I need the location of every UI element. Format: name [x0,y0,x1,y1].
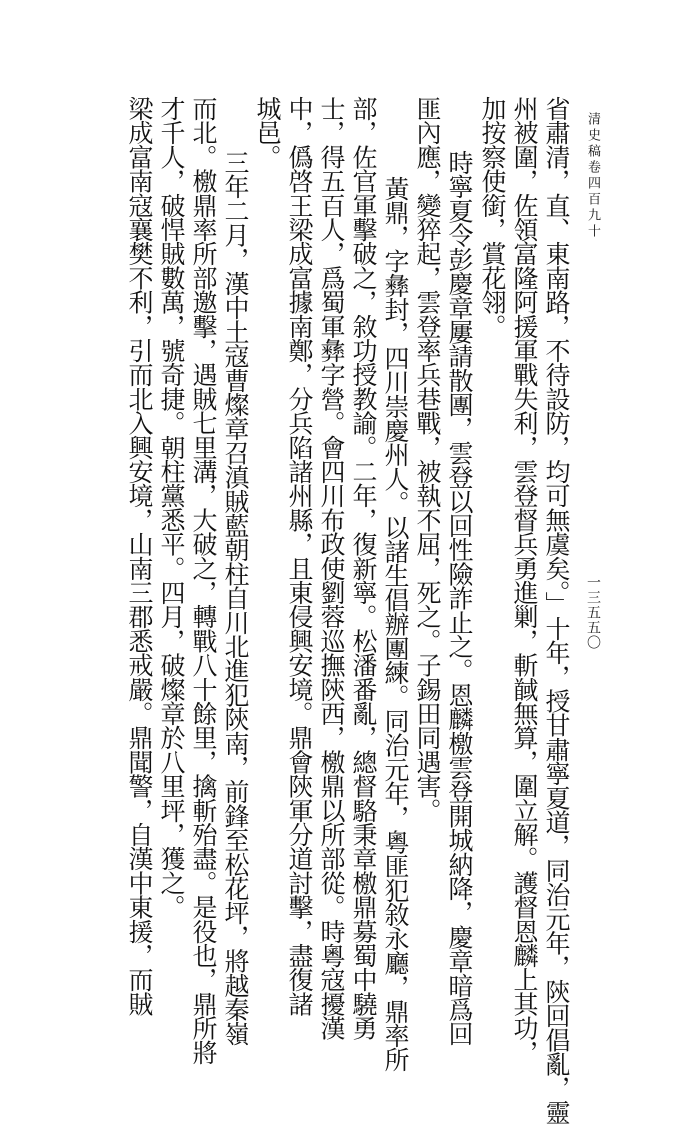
text-line-13: 才千人，破悍賊數萬，號奇捷。朝柱黨悉平。四月，破燦章於八里坪，獲之。 [157,96,186,919]
text-line-5: 匪內應，變猝起，雲登率兵巷戰，被執不屈，死之。子錫田同遇害。 [413,96,442,823]
running-header-title: 清史稿卷四百九十 [585,112,600,240]
text-line-2: 州被圍，佐領富隆阿援軍戰失利，雲登督兵勇進剿，斬馘無算，圍立解。護督恩麟上其功， [510,96,539,1065]
text-line-12: 而北。檄鼎率所部邀擊，遇賊七里溝，大破之，轉戰八十餘里，擒斬殆盡。是役也，鼎所將 [189,96,218,1065]
text-line-3: 加按察使銜，賞花翎。 [478,96,507,339]
text-line-6: 黃鼎，字彝封，四川崇慶州人。以諸生倡辦團練。同治元年，粵匪犯敘永廳，鼎率所 [381,176,410,1072]
text-line-14: 梁成富南寇襄樊不利，引而北入興安境，山南三郡悉戒嚴。鼎聞警，自漢中東援，而賊 [125,96,154,1016]
text-line-7: 部，佐官軍擊破之，敘功授教諭。二年，復新寧。松潘番亂，總督駱秉章檄鼎募蜀中驍勇 [349,96,378,1040]
text-line-4: 時寧夏令彭慶章屢請散團，雲登以回性險詐止之。恩麟檄雲登開城納降，慶章暗爲回 [445,150,474,1046]
page-number: 一三五五〇 [585,575,601,650]
text-line-1: 省肅清，直、東南路，不待設防，均可無虞矣。」十年，授甘肅寧夏道，同治元年，陝回倡亂，靈 [542,96,571,1124]
text-line-9: 中，僞啓王梁成富據南鄭，分兵陷諸州縣，且東侵興安境。鼎會陝軍分道討擊，盡復諸 [285,96,314,1016]
text-line-10: 城邑。 [253,96,282,169]
text-line-8: 士，得五百人，爲蜀軍彝字營。會四川布政使劉蓉巡撫陝西，檄鼎以所部從。時粵寇擾漢 [317,96,346,1040]
text-line-11: 三年二月，漢中土寇曹燦章召滇賊藍朝柱自川北進犯陝南，前鋒至松花坪，將越秦嶺 [221,150,250,1046]
